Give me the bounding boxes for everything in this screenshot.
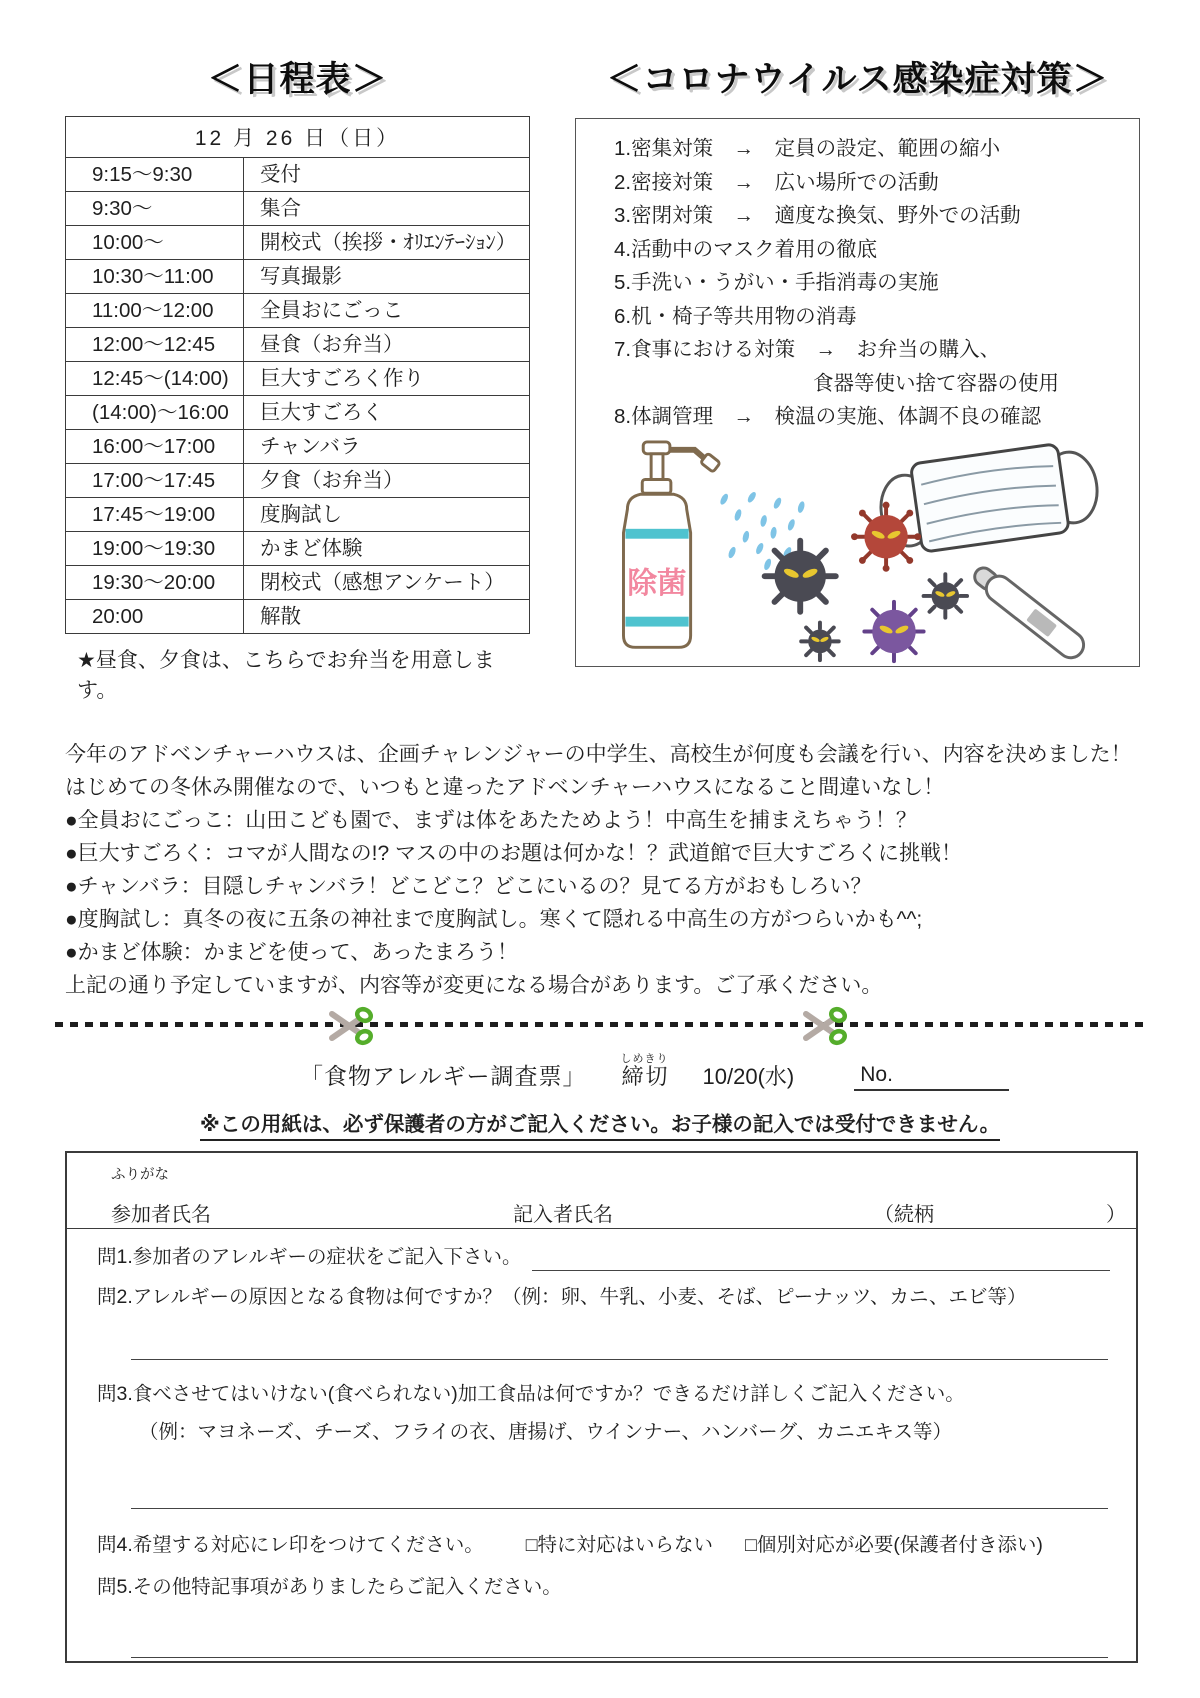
number-label: No.: [860, 1063, 893, 1086]
table-row: [66, 192, 530, 226]
schedule-title: ＜日程表＞: [207, 60, 388, 99]
deadline-value: 10/20(水): [702, 1064, 795, 1089]
time-cell: 10:00～: [66, 226, 244, 260]
table-row: [66, 464, 530, 498]
activity-cell: 閉校式（感想アンケート）: [244, 566, 530, 600]
table-row: [66, 328, 530, 362]
activity-cell: 昼食（お弁当）: [244, 328, 530, 362]
virus-icon: [864, 601, 923, 660]
time-cell: 10:30～11:00: [66, 260, 244, 294]
covid-item: 7.食事における対策 → お弁当の購入、: [614, 338, 1001, 361]
activity-cell: 度胸試し: [244, 498, 530, 532]
bullet-item: ●度胸試し：真冬の夜に五条の神社まで度胸試し。寒くて隠れる中高生の方がつらいかも^^;: [65, 908, 923, 931]
activity-cell: 集合: [244, 192, 530, 226]
activity-cell: 巨大すごろく: [244, 396, 530, 430]
deadline-furigana: しめきり: [620, 1053, 669, 1065]
table-row: [66, 396, 530, 430]
intro-paragraph: 今年のアドベンチャーハウスは、企画チャレンジャーの中学生、高校生が何度も会議を行い、内容を決めました！はじめての冬休み開催なので、いつもと違ったアドベンチャーハウスになること間違いなし！: [65, 743, 1132, 799]
description-section: [0, 738, 1200, 1002]
closing-note: 上記の通り予定していますが、内容等が変更になる場合があります。ご了承ください。: [65, 974, 883, 997]
table-row: [66, 532, 530, 566]
time-cell: 17:45～19:00: [66, 498, 244, 532]
sanitizer-bottle-icon: [623, 441, 720, 646]
deadline-label-text: 締切: [620, 1064, 669, 1089]
question-3-example: （例：マヨネーズ、チーズ、フライの衣、唐揚げ、ウインナー、ハンバーグ、カニエキス等）: [139, 1421, 952, 1443]
time-cell: (14:00)～16:00: [66, 396, 244, 430]
activity-cell: 写真撮影: [244, 260, 530, 294]
covid-item: 4.活動中のマスク着用の徹底: [614, 237, 878, 261]
bullet-item: ●チャンバラ：目隠しチャンバラ！どこどこ？どこにいるの？見てる方がおもしろい？: [65, 875, 872, 898]
question-3: 問3.食べさせてはいけない(食べられない)加工食品は何ですか？できるだけ詳しくご記入ください。: [97, 1383, 965, 1405]
schedule-date-header: 12 月 26 日（日）: [66, 117, 530, 158]
table-row: [66, 158, 530, 192]
bento-note: ★昼食、夕食は、こちらでお弁当を用意します。: [77, 649, 495, 702]
activity-cell: 夕食（お弁当）: [244, 464, 530, 498]
time-cell: 11:00～12:00: [66, 294, 244, 328]
scissors-icon: [802, 1006, 848, 1046]
time-cell: 17:00～17:45: [66, 464, 244, 498]
relation-field[interactable]: [874, 1198, 1136, 1227]
top-section: [0, 0, 1200, 704]
hygiene-illustration: [576, 438, 1133, 668]
hygiene-illustration-svg: [576, 438, 1133, 668]
covid-item-continuation: 食器等使い捨て容器の使用: [813, 371, 1059, 395]
activity-cell: 開校式（挨拶・ｵﾘｴﾝﾃｰｼｮﾝ）: [244, 226, 530, 260]
form-title: 「食物アレルギー調査票」: [300, 1063, 587, 1089]
activity-cell: チャンバラ: [244, 430, 530, 464]
activity-cell: 解散: [244, 600, 530, 634]
covid-section: [575, 52, 1140, 704]
name-row: [67, 1153, 1136, 1229]
form-title-row: [300, 1053, 1140, 1091]
writer-name-field[interactable]: 記入者氏名: [513, 1204, 613, 1226]
bullet-item: ●かまど体験：かまどを使って、あったまろう！: [65, 941, 519, 964]
checkbox-option-no-support[interactable]: □特に対応はいらない: [525, 1534, 714, 1556]
checkbox-option-individual-support[interactable]: □個別対応が必要(保護者付き添い): [745, 1534, 1043, 1556]
time-cell: 19:30～20:00: [66, 566, 244, 600]
time-cell: 12:00～12:45: [66, 328, 244, 362]
table-row: [66, 362, 530, 396]
activity-cell: かまど体験: [244, 532, 530, 566]
cut-line: [55, 1022, 1145, 1027]
schedule-table: [65, 116, 530, 634]
bullet-item: ●全員おにごっこ：山田こども園で、まずは体をあたためよう！中高生を捕まえちゃう！？: [65, 809, 917, 832]
activity-cell: 受付: [244, 158, 530, 192]
warning-text: ※この用紙は、必ず保護者の方がご記入ください。お子様の記入では受付できません。: [200, 1113, 1000, 1141]
activity-cell: 巨大すごろく作り: [244, 362, 530, 396]
thermometer-icon: [969, 561, 1089, 663]
time-cell: 9:30～: [66, 192, 244, 226]
answer-line[interactable]: [131, 1508, 1108, 1509]
bullet-item: ●巨大すごろく：コマが人間なの!? マスの中のお題は何かな！？武道館で巨大すごろくに挑戦！: [65, 842, 963, 865]
answer-line[interactable]: [131, 1359, 1108, 1360]
virus-icon: [801, 622, 839, 660]
covid-item: 5.手洗い・うがい・手指消毒の実施: [614, 271, 939, 294]
time-cell: 20:00: [66, 600, 244, 634]
schedule-section: [65, 52, 530, 704]
table-row: [66, 600, 530, 634]
covid-title: ＜コロナウイルス感染症対策＞: [606, 60, 1109, 99]
covid-item: 1.密集対策 → 定員の設定、範囲の縮小: [614, 137, 1001, 160]
time-cell: 9:15～9:30: [66, 158, 244, 192]
covid-box: [575, 118, 1140, 667]
virus-icon: [924, 574, 967, 617]
relation-close: ）: [1106, 1204, 1126, 1226]
table-row: [66, 226, 530, 260]
activity-cell: 全員おにごっこ: [244, 294, 530, 328]
virus-icon: [851, 501, 921, 571]
covid-item: 6.机・椅子等共用物の消毒: [614, 304, 857, 328]
allergy-form: [65, 1151, 1138, 1663]
face-mask-icon: [875, 438, 1102, 556]
participant-name-field[interactable]: 参加者氏名: [111, 1204, 211, 1226]
scissors-icon: [328, 1006, 374, 1046]
covid-item: 8.体調管理 → 検温の実施、体調不良の確認: [614, 405, 1042, 428]
table-row: [66, 430, 530, 464]
covid-item: 2.密接対策 → 広い場所での活動: [614, 170, 939, 194]
deadline-label: [621, 1053, 669, 1091]
time-cell: 19:00～19:30: [66, 532, 244, 566]
table-row: [66, 294, 530, 328]
question-2: 問2.アレルギーの原因となる食物は何ですか？（例：卵、牛乳、小麦、そば、ピーナッツ、カニ、エビ等）: [97, 1286, 1027, 1308]
time-cell: 16:00～17:00: [66, 430, 244, 464]
table-header-row: [66, 117, 530, 158]
answer-line[interactable]: [532, 1247, 1111, 1271]
furigana-label: ふりがな: [111, 1167, 169, 1183]
table-row: [66, 260, 530, 294]
answer-line[interactable]: [131, 1657, 1108, 1658]
question-4-text: 問4.希望する対応にレ印をつけてください。: [97, 1534, 484, 1556]
sanitizer-label: 除菌: [627, 566, 687, 600]
table-row: [66, 498, 530, 532]
question-4: [67, 1531, 1136, 1559]
question-1: [67, 1243, 1136, 1271]
virus-icon: [765, 540, 836, 611]
warning-note: [0, 1107, 1200, 1137]
number-field[interactable]: [854, 1063, 1009, 1091]
time-cell: 12:45～(14:00): [66, 362, 244, 396]
covid-item: 3.密閉対策 → 適度な換気、野外での活動: [614, 204, 1021, 227]
question-5: 問5.その他特記事項がありましたらご記入ください。: [97, 1576, 562, 1598]
relation-open: （続柄: [874, 1204, 934, 1226]
table-row: [66, 566, 530, 600]
question-1-text: 問1.参加者のアレルギーの症状をご記入下さい。: [97, 1246, 522, 1268]
